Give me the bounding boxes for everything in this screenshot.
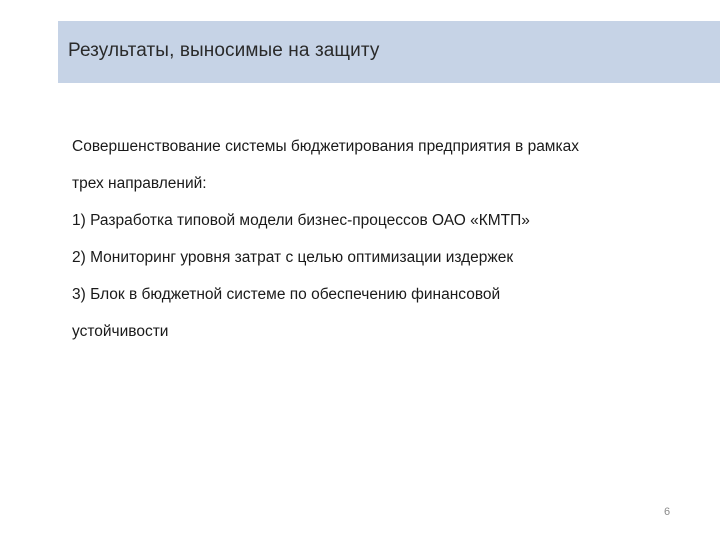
slide-body (72, 128, 692, 350)
body-line-item-3: 3) Блок в бюджетной системе по обеспечению финансовой (72, 286, 501, 303)
page-number: 6 (664, 506, 671, 518)
body-line-intro-cont: трех направлений: (72, 175, 207, 192)
body-line-intro: Совершенствование системы бюджетирования предприятия в рамках (72, 138, 579, 155)
body-line-item-2: 2) Мониторинг уровня затрат с целью оптимизации издержек (72, 249, 514, 266)
slide-title: Результаты, выносимые на защиту (68, 40, 380, 61)
title-bar (58, 21, 720, 83)
body-line-item-3-cont: устойчивости (72, 323, 169, 340)
body-line-item-1: 1) Разработка типовой модели бизнес-процессов ОАО «КМТП» (72, 212, 530, 229)
